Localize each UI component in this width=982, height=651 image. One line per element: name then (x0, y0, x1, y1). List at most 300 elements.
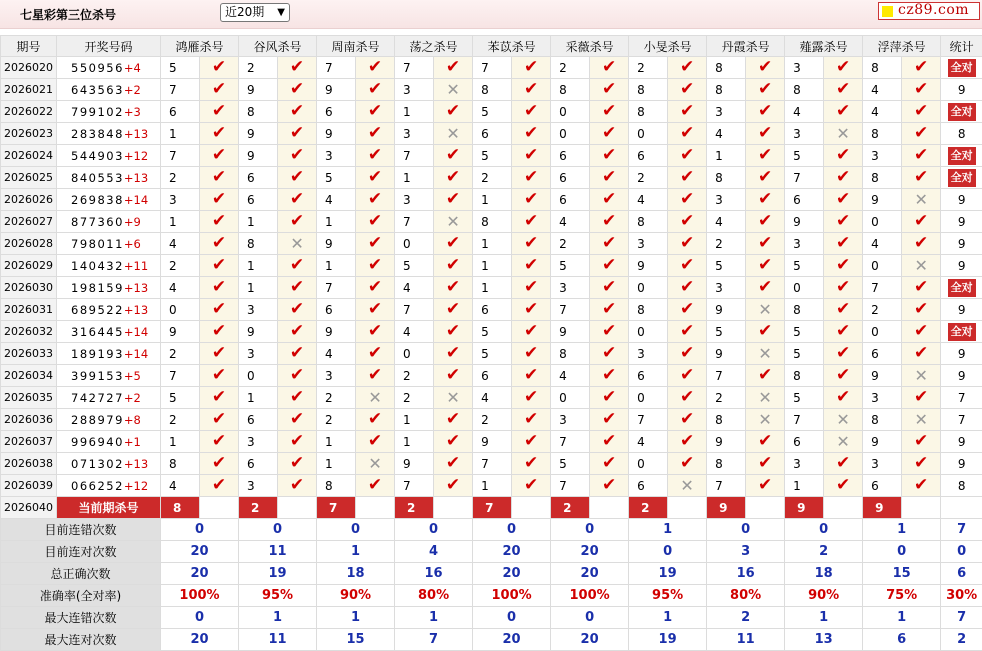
stat-cell (941, 475, 982, 497)
kill-number: 5 (473, 145, 512, 167)
kill-mark (434, 189, 473, 211)
current-kill-number: 7 (317, 497, 356, 519)
summary-value: 0 (941, 541, 982, 563)
current-kill-number: 8 (161, 497, 200, 519)
draw-digits: 877360 (71, 215, 124, 229)
draw-numbers-cell (57, 211, 161, 233)
kill-number: 7 (161, 145, 200, 167)
kill-number: 8 (707, 167, 746, 189)
kill-mark (902, 233, 941, 255)
kill-number: 2 (161, 255, 200, 277)
check-icon: ✔ (524, 431, 538, 451)
check-icon: ✔ (524, 57, 538, 77)
kill-number: 3 (239, 475, 278, 497)
kill-mark (512, 299, 551, 321)
check-icon: ✔ (524, 365, 538, 385)
column-header: 鸿雁杀号 (161, 36, 239, 57)
cross-icon: ✕ (446, 124, 459, 143)
kill-number: 6 (473, 299, 512, 321)
logo-text: cz89.com (898, 2, 969, 18)
kill-mark (746, 343, 785, 365)
kill-number: 7 (395, 475, 434, 497)
kill-mark (512, 431, 551, 453)
kill-number: 0 (551, 101, 590, 123)
kill-number: 6 (239, 453, 278, 475)
kill-number: 2 (395, 387, 434, 409)
kill-mark (746, 145, 785, 167)
check-icon: ✔ (914, 321, 928, 341)
check-icon: ✔ (758, 123, 772, 143)
draw-digits: 799102 (71, 105, 124, 119)
check-icon: ✔ (680, 299, 694, 319)
kill-number: 0 (785, 277, 824, 299)
kill-mark (278, 189, 317, 211)
check-icon: ✔ (524, 145, 538, 165)
kill-mark (434, 101, 473, 123)
column-header: 浮萍杀号 (863, 36, 941, 57)
current-kill-blank (746, 497, 785, 519)
chevron-down-icon: ▼ (277, 4, 285, 21)
kill-mark (668, 145, 707, 167)
kill-number: 4 (707, 123, 746, 145)
summary-row (1, 607, 982, 629)
kill-number: 8 (551, 79, 590, 101)
kill-mark (902, 475, 941, 497)
kill-mark (278, 211, 317, 233)
check-icon: ✔ (680, 431, 694, 451)
kill-mark (668, 431, 707, 453)
check-icon: ✔ (680, 343, 694, 363)
kill-mark (902, 321, 941, 343)
all-correct-badge: 全对 (948, 169, 976, 187)
kill-number: 7 (395, 57, 434, 79)
summary-value: 2 (707, 607, 785, 629)
table-row (1, 431, 982, 453)
kill-number: 9 (239, 123, 278, 145)
kill-number: 3 (707, 277, 746, 299)
cross-icon: ✕ (758, 300, 771, 319)
kill-mark (746, 211, 785, 233)
summary-row (1, 563, 982, 585)
draw-digits: 283848 (71, 127, 124, 141)
check-icon: ✔ (368, 365, 382, 385)
stat-cell (941, 123, 982, 145)
kill-mark (824, 431, 863, 453)
kill-mark (356, 475, 395, 497)
kill-mark (200, 145, 239, 167)
kill-number: 3 (551, 409, 590, 431)
kill-number: 1 (395, 409, 434, 431)
check-icon: ✔ (524, 101, 538, 121)
summary-row (1, 519, 982, 541)
check-icon: ✔ (446, 431, 460, 451)
check-icon: ✔ (914, 277, 928, 297)
kill-number: 3 (785, 453, 824, 475)
kill-mark (668, 167, 707, 189)
kill-number: 6 (629, 365, 668, 387)
kill-number: 4 (161, 233, 200, 255)
check-icon: ✔ (524, 387, 538, 407)
kill-number: 4 (395, 321, 434, 343)
kill-number: 2 (473, 409, 512, 431)
summary-value: 1 (395, 607, 473, 629)
check-icon: ✔ (758, 233, 772, 253)
stat-cell (941, 211, 982, 233)
summary-value: 0 (551, 607, 629, 629)
stat-cell (941, 299, 982, 321)
period-cell: 2026032 (1, 321, 57, 343)
kill-number: 6 (863, 475, 902, 497)
current-kill-number: 2 (629, 497, 668, 519)
check-icon: ✔ (290, 123, 304, 143)
kill-number: 4 (473, 387, 512, 409)
check-icon: ✔ (368, 189, 382, 209)
kill-number: 5 (161, 387, 200, 409)
stat-count: 7 (958, 391, 966, 405)
kill-number: 7 (785, 409, 824, 431)
check-icon: ✔ (290, 321, 304, 341)
draw-numbers-cell (57, 409, 161, 431)
check-icon: ✔ (602, 123, 616, 143)
stat-cell (941, 145, 982, 167)
check-icon: ✔ (602, 189, 616, 209)
kill-number: 5 (785, 255, 824, 277)
kill-number: 2 (317, 409, 356, 431)
summary-value: 20 (161, 541, 239, 563)
kill-number: 3 (161, 189, 200, 211)
current-kill-blank (512, 497, 551, 519)
check-icon: ✔ (290, 145, 304, 165)
summary-value: 1 (629, 607, 707, 629)
kill-mark (278, 167, 317, 189)
check-icon: ✔ (602, 409, 616, 429)
stat-count: 9 (958, 259, 966, 273)
summary-value: 0 (629, 541, 707, 563)
column-header: 期号 (1, 36, 57, 57)
kill-number: 9 (239, 145, 278, 167)
draw-numbers-cell (57, 475, 161, 497)
check-icon: ✔ (680, 211, 694, 231)
kill-mark (746, 431, 785, 453)
check-icon: ✔ (602, 101, 616, 121)
kill-mark (434, 211, 473, 233)
kill-mark (434, 343, 473, 365)
current-kill-blank (278, 497, 317, 519)
kill-number: 5 (395, 255, 434, 277)
kill-number: 7 (161, 79, 200, 101)
check-icon: ✔ (524, 123, 538, 143)
site-logo[interactable] (878, 2, 980, 20)
summary-label: 准确率(全对率) (1, 585, 161, 607)
stat-cell (941, 365, 982, 387)
kill-number: 7 (551, 475, 590, 497)
kill-mark (278, 365, 317, 387)
check-icon: ✔ (290, 211, 304, 231)
table-row (1, 321, 982, 343)
draw-numbers-cell (57, 101, 161, 123)
table-row (1, 167, 982, 189)
kill-number: 1 (317, 453, 356, 475)
check-icon: ✔ (368, 475, 382, 495)
column-header: 小旻杀号 (629, 36, 707, 57)
kill-mark (824, 475, 863, 497)
kill-number: 3 (707, 101, 746, 123)
check-icon: ✔ (602, 299, 616, 319)
kill-mark (902, 101, 941, 123)
kill-mark (824, 387, 863, 409)
kill-mark (824, 57, 863, 79)
kill-mark (824, 79, 863, 101)
summary-value: 18 (317, 563, 395, 585)
check-icon: ✔ (914, 299, 928, 319)
kill-number: 7 (473, 57, 512, 79)
kill-mark (200, 79, 239, 101)
kill-number: 1 (473, 189, 512, 211)
summary-value: 16 (707, 563, 785, 585)
stat-cell (941, 189, 982, 211)
stat-cell (941, 255, 982, 277)
kill-mark (356, 387, 395, 409)
current-kill-label: 当前期杀号 (57, 497, 161, 519)
cross-icon: ✕ (446, 80, 459, 99)
current-kill-blank (590, 497, 629, 519)
check-icon: ✔ (446, 299, 460, 319)
cross-icon: ✕ (368, 454, 381, 473)
kill-number: 4 (863, 79, 902, 101)
kill-mark (200, 101, 239, 123)
kill-mark (356, 365, 395, 387)
check-icon: ✔ (212, 321, 226, 341)
summary-value: 75% (863, 585, 941, 607)
check-icon: ✔ (680, 365, 694, 385)
kill-mark (356, 233, 395, 255)
kill-mark (512, 409, 551, 431)
kill-number: 8 (707, 409, 746, 431)
kill-mark (824, 321, 863, 343)
kill-mark (746, 365, 785, 387)
kill-number: 5 (551, 453, 590, 475)
stat-cell (941, 79, 982, 101)
summary-value: 0 (473, 607, 551, 629)
draw-numbers-cell (57, 123, 161, 145)
check-icon: ✔ (836, 365, 850, 385)
draw-numbers-cell (57, 167, 161, 189)
check-icon: ✔ (290, 453, 304, 473)
check-icon: ✔ (290, 57, 304, 77)
kill-number: 3 (629, 233, 668, 255)
check-icon: ✔ (602, 365, 616, 385)
summary-value: 95% (629, 585, 707, 607)
draw-numbers-cell (57, 255, 161, 277)
check-icon: ✔ (602, 233, 616, 253)
check-icon: ✔ (212, 365, 226, 385)
check-icon: ✔ (758, 475, 772, 495)
kill-mark (746, 475, 785, 497)
period-cell: 2026021 (1, 79, 57, 101)
current-kill-number: 2 (551, 497, 590, 519)
draw-sum: +12 (124, 479, 148, 493)
summary-value: 7 (395, 629, 473, 651)
summary-row (1, 629, 982, 651)
check-icon: ✔ (602, 387, 616, 407)
stat-cell (941, 57, 982, 79)
kill-number: 1 (239, 277, 278, 299)
table-row (1, 343, 982, 365)
kill-number: 4 (395, 277, 434, 299)
kill-mark (590, 233, 629, 255)
summary-value: 7 (941, 519, 982, 541)
stat-cell (941, 453, 982, 475)
kill-number: 2 (551, 57, 590, 79)
kill-mark (746, 277, 785, 299)
kill-number: 5 (473, 101, 512, 123)
summary-value: 1 (863, 519, 941, 541)
summary-value: 20 (473, 563, 551, 585)
summary-value: 0 (239, 519, 317, 541)
kill-number: 7 (395, 299, 434, 321)
kill-number: 4 (707, 211, 746, 233)
current-kill-number: 9 (863, 497, 902, 519)
check-icon: ✔ (446, 475, 460, 495)
kill-number: 8 (551, 343, 590, 365)
check-icon: ✔ (680, 123, 694, 143)
kill-mark (356, 189, 395, 211)
kill-mark (278, 277, 317, 299)
cross-icon: ✕ (836, 124, 849, 143)
kill-number: 7 (317, 57, 356, 79)
kill-number: 9 (863, 365, 902, 387)
check-icon: ✔ (680, 233, 694, 253)
kill-number: 6 (239, 189, 278, 211)
kill-mark (590, 387, 629, 409)
stat-cell (941, 409, 982, 431)
draw-digits: 544903 (71, 149, 124, 163)
kill-mark (434, 475, 473, 497)
kill-mark (746, 79, 785, 101)
summary-value: 80% (395, 585, 473, 607)
kill-number: 5 (785, 145, 824, 167)
kill-mark (434, 145, 473, 167)
summary-value: 16 (395, 563, 473, 585)
current-kill-blank (434, 497, 473, 519)
kill-mark (512, 387, 551, 409)
cross-icon: ✕ (680, 476, 693, 495)
kill-number: 3 (239, 299, 278, 321)
check-icon: ✔ (524, 409, 538, 429)
check-icon: ✔ (368, 123, 382, 143)
kill-mark (200, 255, 239, 277)
check-icon: ✔ (602, 255, 616, 275)
current-period-cell: 2026040 (1, 497, 57, 519)
kill-number: 3 (863, 453, 902, 475)
draw-digits: 288979 (71, 413, 124, 427)
check-icon: ✔ (836, 189, 850, 209)
kill-number: 2 (161, 343, 200, 365)
kill-number: 6 (473, 123, 512, 145)
kill-number: 0 (551, 387, 590, 409)
kill-number: 0 (551, 123, 590, 145)
kill-mark (200, 431, 239, 453)
kill-mark (434, 299, 473, 321)
kill-number: 1 (395, 167, 434, 189)
kill-mark (356, 343, 395, 365)
draw-sum: +4 (124, 61, 141, 75)
check-icon: ✔ (524, 299, 538, 319)
kill-mark (200, 475, 239, 497)
kill-number: 9 (161, 321, 200, 343)
draw-sum: +2 (124, 391, 141, 405)
kill-mark (356, 255, 395, 277)
kill-number: 2 (161, 409, 200, 431)
range-select[interactable] (220, 3, 290, 22)
check-icon: ✔ (758, 101, 772, 121)
stat-count: 9 (958, 83, 966, 97)
check-icon: ✔ (368, 255, 382, 275)
summary-row (1, 541, 982, 563)
kill-number: 6 (785, 431, 824, 453)
header-row (1, 36, 982, 57)
summary-label: 最大连错次数 (1, 607, 161, 629)
kill-mark (590, 365, 629, 387)
check-icon: ✔ (290, 277, 304, 297)
kill-number: 8 (629, 299, 668, 321)
kill-mark (590, 299, 629, 321)
kill-number: 7 (551, 299, 590, 321)
draw-digits: 643563 (71, 83, 124, 97)
kill-number: 0 (395, 343, 434, 365)
kill-number: 1 (473, 475, 512, 497)
summary-value: 95% (239, 585, 317, 607)
page-title: 七星彩第三位杀号 (20, 6, 116, 23)
kill-mark (668, 79, 707, 101)
kill-mark (590, 453, 629, 475)
draw-numbers-cell (57, 277, 161, 299)
kill-mark (590, 79, 629, 101)
current-kill-number: 7 (473, 497, 512, 519)
kill-number: 0 (629, 453, 668, 475)
summary-value: 20 (551, 563, 629, 585)
kill-mark (746, 57, 785, 79)
kill-number: 8 (785, 299, 824, 321)
summary-value: 1 (629, 519, 707, 541)
kill-mark (512, 233, 551, 255)
kill-mark (668, 211, 707, 233)
kill-number: 8 (473, 211, 512, 233)
kill-mark (200, 123, 239, 145)
kill-number: 5 (551, 255, 590, 277)
check-icon: ✔ (758, 453, 772, 473)
kill-mark (434, 233, 473, 255)
check-icon: ✔ (602, 475, 616, 495)
check-icon: ✔ (914, 145, 928, 165)
kill-mark (746, 123, 785, 145)
kill-number: 6 (785, 189, 824, 211)
kill-mark (590, 321, 629, 343)
stat-count: 9 (958, 237, 966, 251)
kill-mark (356, 101, 395, 123)
check-icon: ✔ (446, 343, 460, 363)
check-icon: ✔ (368, 145, 382, 165)
kill-number: 8 (317, 475, 356, 497)
kill-mark (356, 453, 395, 475)
kill-mark (434, 167, 473, 189)
draw-sum: +5 (124, 369, 141, 383)
check-icon: ✔ (914, 453, 928, 473)
kill-mark (668, 343, 707, 365)
table-row (1, 79, 982, 101)
kill-mark (278, 453, 317, 475)
current-kill-blank (902, 497, 941, 519)
